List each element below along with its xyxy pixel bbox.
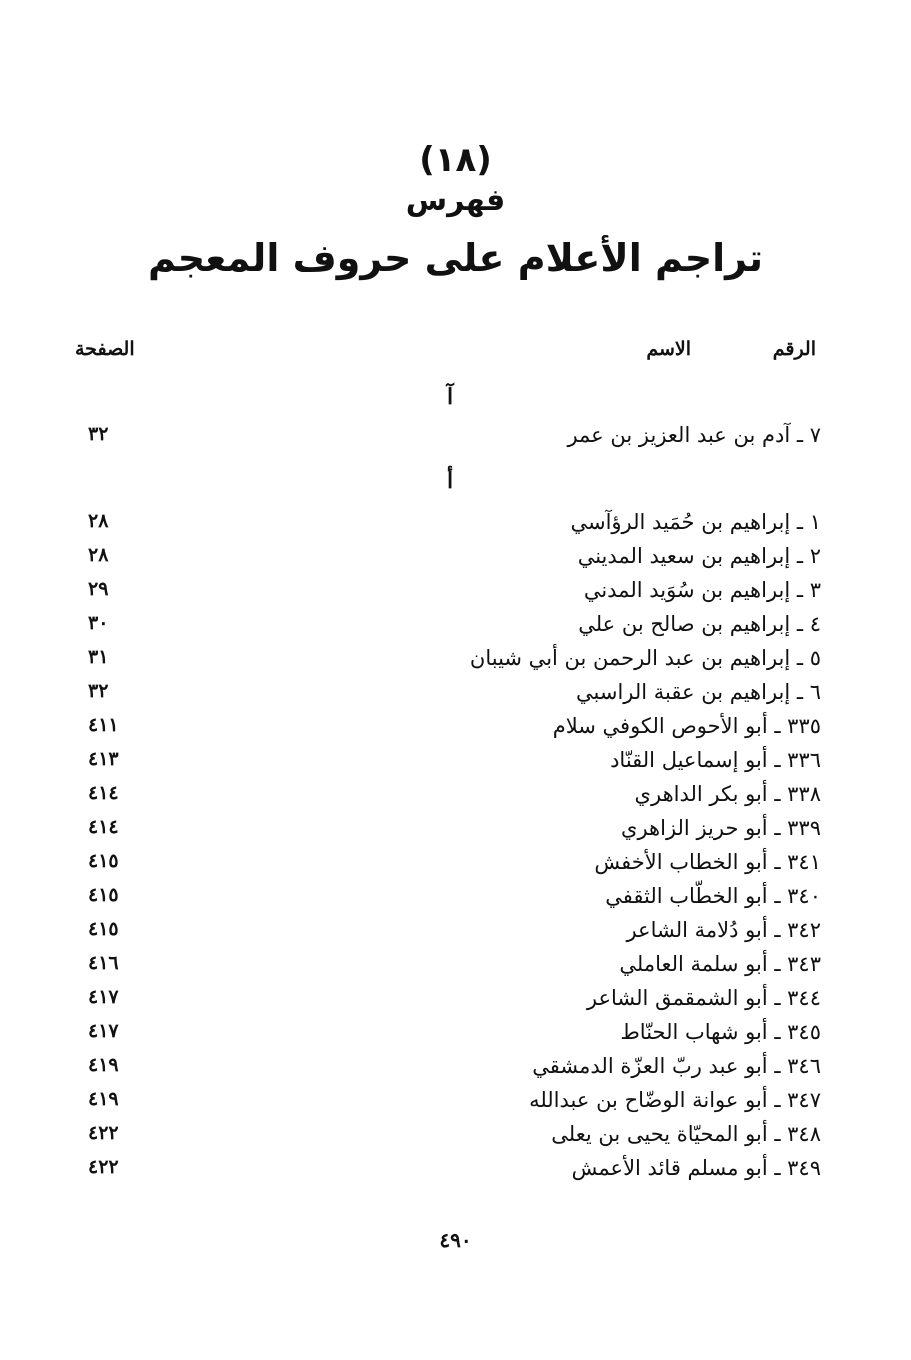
entry-name: ٣ ـ إبراهيم بن سُوَيد المدني (583, 578, 821, 602)
entry-page: ٢٨ (88, 544, 109, 566)
entry-page: ٤١١ (88, 714, 119, 736)
index-entry (0, 884, 911, 918)
index-entry (0, 578, 911, 612)
entry-page: ٢٩ (88, 578, 109, 600)
index-entry (0, 1156, 911, 1190)
entry-page: ٤١٩ (88, 1054, 119, 1076)
index-entry (0, 986, 911, 1020)
entry-page: ٣١ (88, 646, 109, 668)
entry-page: ٤١٤ (88, 816, 119, 838)
entry-page: ٤١٣ (88, 748, 119, 770)
column-header-page: الصفحة (75, 338, 135, 360)
index-entry (0, 646, 911, 680)
entry-name: ٣٤٢ ـ أبو دُلامة الشاعر (626, 918, 821, 942)
entry-name: ٣٤٩ ـ أبو مسلم قائد الأعمش (571, 1156, 821, 1180)
index-entry (0, 612, 911, 646)
index-title: تراجم الأعلام على حروف المعجم (147, 236, 764, 280)
index-entry (0, 952, 911, 986)
index-entry (0, 423, 911, 457)
entry-name: ٧ ـ آدم بن عبد العزيز بن عمر (567, 423, 821, 447)
index-entry (0, 680, 911, 714)
entry-page: ٤١٥ (88, 884, 119, 906)
entry-name: ٤ ـ إبراهيم بن صالح بن علي (578, 612, 821, 636)
entry-page: ٤١٤ (88, 782, 119, 804)
entry-name: ٢ ـ إبراهيم بن سعيد المديني (577, 544, 821, 568)
entry-name: ٣٤٦ ـ أبو عبد ربّ العزّة الدمشقي (532, 1054, 821, 1078)
entry-name: ٣٤١ ـ أبو الخطاب الأخفش (594, 850, 821, 874)
index-entry (0, 1088, 911, 1122)
entry-page: ٤٢٢ (88, 1156, 119, 1178)
index-entry (0, 510, 911, 544)
entry-name: ٥ ـ إبراهيم بن عبد الرحمن بن أبي شيبان (469, 646, 821, 670)
index-entry (0, 1020, 911, 1054)
entry-page: ٤١٧ (88, 986, 119, 1008)
entry-page: ٣٢ (88, 680, 109, 702)
index-entry (0, 816, 911, 850)
entry-name: ٣٤٧ ـ أبو عوانة الوضّاح بن عبدالله (529, 1088, 821, 1112)
index-entry (0, 1122, 911, 1156)
section-letter: آ (446, 384, 454, 410)
entry-name: ٣٣٩ ـ أبو حريز الزاهري (621, 816, 821, 840)
section-letter: أ (446, 468, 454, 494)
entry-name: ٣٣٥ ـ أبو الأحوص الكوفي سلام (552, 714, 821, 738)
entry-page: ٤١٥ (88, 850, 119, 872)
page-number: ٤٩٠ (439, 1228, 472, 1252)
index-entry (0, 748, 911, 782)
entry-page: ٣٠ (88, 612, 109, 634)
entry-page: ٢٨ (88, 510, 109, 532)
index-entry (0, 918, 911, 952)
entry-name: ٣٤٨ ـ أبو المحيّاة يحيى بن يعلى (551, 1122, 821, 1146)
entry-page: ٤١٥ (88, 918, 119, 940)
index-entry (0, 714, 911, 748)
entry-name: ٦ ـ إبراهيم بن عقبة الراسبي (576, 680, 821, 704)
entry-name: ٣٤٣ ـ أبو سلمة العاملي (619, 952, 821, 976)
entry-page: ٤١٦ (88, 952, 119, 974)
index-entry (0, 782, 911, 816)
entry-name: ٣٤٤ ـ أبو الشمقمق الشاعر (586, 986, 821, 1010)
entry-page: ٣٢ (88, 423, 109, 445)
entry-name: ٣٣٦ ـ أبو إسماعيل القنّاد (610, 748, 821, 772)
index-entry (0, 850, 911, 884)
entry-name: ٣٣٨ ـ أبو بكر الداهري (634, 782, 821, 806)
entry-name: ٣٤٠ ـ أبو الخطّاب الثقفي (605, 884, 821, 908)
entry-name: ١ ـ إبراهيم بن حُمَيد الرؤآسي (570, 510, 821, 534)
index-entry (0, 1054, 911, 1088)
chapter-number: (١٨) (419, 140, 492, 180)
entry-page: ٤١٩ (88, 1088, 119, 1110)
entry-page: ٤١٧ (88, 1020, 119, 1042)
column-header-name: الاسم (646, 338, 691, 360)
column-header-number: الرقم (772, 338, 816, 360)
entry-name: ٣٤٥ ـ أبو شهاب الحنّاط (620, 1020, 821, 1044)
index-entry (0, 544, 911, 578)
index-label: فهرس (405, 183, 506, 218)
entry-page: ٤٢٢ (88, 1122, 119, 1144)
